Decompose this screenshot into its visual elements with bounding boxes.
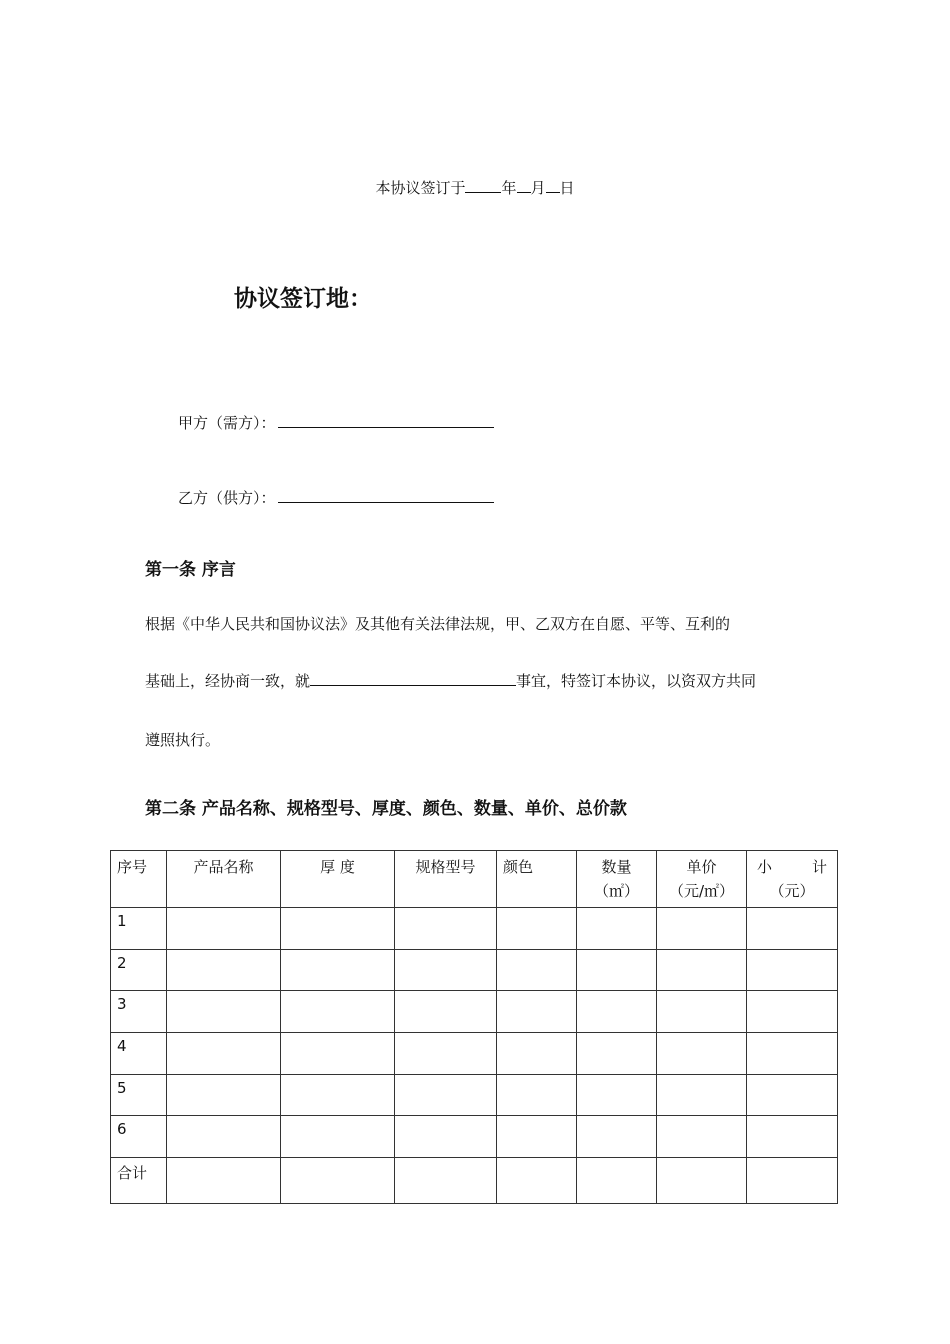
row-number: 2 [111, 949, 167, 991]
day-label: 日 [559, 179, 575, 197]
cell-product-name[interactable] [167, 1074, 281, 1116]
header-product-name: 产品名称 [167, 851, 281, 908]
article1-line1: 根据《中华人民共和国协议法》及其他有关法律法规，甲、乙双方在自愿、平等、互利的 [145, 615, 731, 633]
table-row [111, 1032, 838, 1074]
signing-prefix: 本协议签订于 [375, 179, 466, 197]
party-a-label: 甲方（需方）： [178, 414, 276, 432]
header-subtotal-label [753, 855, 831, 879]
header-spec: 规格型号 [395, 851, 497, 908]
cell-unit-price[interactable] [657, 949, 747, 991]
row-number: 1 [111, 908, 167, 950]
day-blank[interactable] [546, 178, 560, 193]
table-row [111, 991, 838, 1033]
cell-color[interactable] [497, 949, 577, 991]
table-row [111, 949, 838, 991]
cell-subtotal[interactable] [747, 908, 838, 950]
header-quantity-unit: （㎡） [593, 882, 639, 900]
cell-unit-price[interactable] [657, 1032, 747, 1074]
article1-line2-before: 基础上，经协商一致，就 [145, 672, 311, 690]
matter-blank[interactable] [310, 671, 516, 686]
cell-spec[interactable] [395, 1116, 497, 1158]
cell-thickness[interactable] [281, 949, 395, 991]
header-no: 序号 [111, 851, 167, 908]
cell-thickness[interactable] [281, 1074, 395, 1116]
row-number: 3 [111, 991, 167, 1033]
party-b-blank[interactable] [278, 488, 494, 503]
cell-quantity[interactable] [577, 908, 657, 950]
header-subtotal [747, 851, 838, 908]
cell-color[interactable] [497, 991, 577, 1033]
year-label: 年 [501, 179, 517, 197]
header-thickness: 厚 度 [281, 851, 395, 908]
table-row [111, 1074, 838, 1116]
cell-spec[interactable] [395, 991, 497, 1033]
cell-unit-price[interactable] [657, 1157, 747, 1203]
cell-subtotal[interactable] [747, 949, 838, 991]
cell-spec[interactable] [395, 1074, 497, 1116]
cell-spec[interactable] [395, 1157, 497, 1203]
cell-color[interactable] [497, 1116, 577, 1158]
cell-product-name[interactable] [167, 991, 281, 1033]
cell-subtotal[interactable] [747, 991, 838, 1033]
header-color: 颜色 [497, 851, 577, 908]
cell-color[interactable] [497, 908, 577, 950]
party-a-line [178, 412, 494, 433]
cell-color[interactable] [497, 1157, 577, 1203]
row-number: 6 [111, 1116, 167, 1158]
header-subtotal-unit: （元） [769, 882, 815, 900]
cell-quantity[interactable] [577, 1074, 657, 1116]
signing-date-line [0, 177, 950, 198]
header-quantity-label: 数量 [601, 858, 632, 876]
header-subtotal-char1: 小 [757, 858, 773, 876]
cell-product-name[interactable] [167, 1116, 281, 1158]
header-unit-price [657, 851, 747, 908]
table-header-row [111, 851, 838, 908]
cell-quantity[interactable] [577, 991, 657, 1033]
cell-thickness[interactable] [281, 1032, 395, 1074]
article2-title: 第二条 产品名称、规格型号、厚度、颜色、数量、单价、总价款 [145, 799, 627, 819]
cell-product-name[interactable] [167, 949, 281, 991]
cell-thickness[interactable] [281, 1157, 395, 1203]
cell-unit-price[interactable] [657, 1116, 747, 1158]
party-a-blank[interactable] [278, 413, 494, 428]
header-unit-price-unit: （元/㎡） [668, 882, 735, 900]
cell-thickness[interactable] [281, 1116, 395, 1158]
article1-line3: 遵照执行。 [145, 731, 221, 749]
total-label: 合计 [111, 1157, 167, 1203]
cell-subtotal[interactable] [747, 1116, 838, 1158]
table-total-row [111, 1157, 838, 1203]
cell-product-name[interactable] [167, 1032, 281, 1074]
cell-subtotal[interactable] [747, 1032, 838, 1074]
year-blank[interactable] [465, 178, 501, 193]
cell-spec[interactable] [395, 949, 497, 991]
product-table [110, 850, 838, 1204]
cell-color[interactable] [497, 1074, 577, 1116]
cell-color[interactable] [497, 1032, 577, 1074]
table-row [111, 1116, 838, 1158]
cell-quantity[interactable] [577, 1157, 657, 1203]
cell-spec[interactable] [395, 1032, 497, 1074]
cell-quantity[interactable] [577, 1032, 657, 1074]
cell-product-name[interactable] [167, 908, 281, 950]
article1-line2-after: 事宜，特签订本协议，以资双方共同 [516, 672, 757, 690]
party-b-line [178, 487, 494, 508]
header-unit-price-label: 单价 [686, 858, 717, 876]
cell-unit-price[interactable] [657, 991, 747, 1033]
cell-thickness[interactable] [281, 908, 395, 950]
month-label: 月 [530, 179, 546, 197]
month-blank[interactable] [517, 178, 531, 193]
cell-quantity[interactable] [577, 1116, 657, 1158]
cell-subtotal[interactable] [747, 1074, 838, 1116]
table-row [111, 908, 838, 950]
cell-subtotal[interactable] [747, 1157, 838, 1203]
cell-spec[interactable] [395, 908, 497, 950]
cell-product-name[interactable] [167, 1157, 281, 1203]
header-subtotal-char2: 计 [811, 858, 827, 876]
article1-title: 第一条 序言 [145, 560, 236, 580]
cell-unit-price[interactable] [657, 1074, 747, 1116]
row-number: 5 [111, 1074, 167, 1116]
row-number: 4 [111, 1032, 167, 1074]
cell-thickness[interactable] [281, 991, 395, 1033]
cell-quantity[interactable] [577, 949, 657, 991]
cell-unit-price[interactable] [657, 908, 747, 950]
party-b-label: 乙方（供方）： [178, 489, 276, 507]
article1-line2 [145, 670, 756, 691]
signing-place-title: 协议签订地： [234, 286, 372, 312]
header-quantity [577, 851, 657, 908]
